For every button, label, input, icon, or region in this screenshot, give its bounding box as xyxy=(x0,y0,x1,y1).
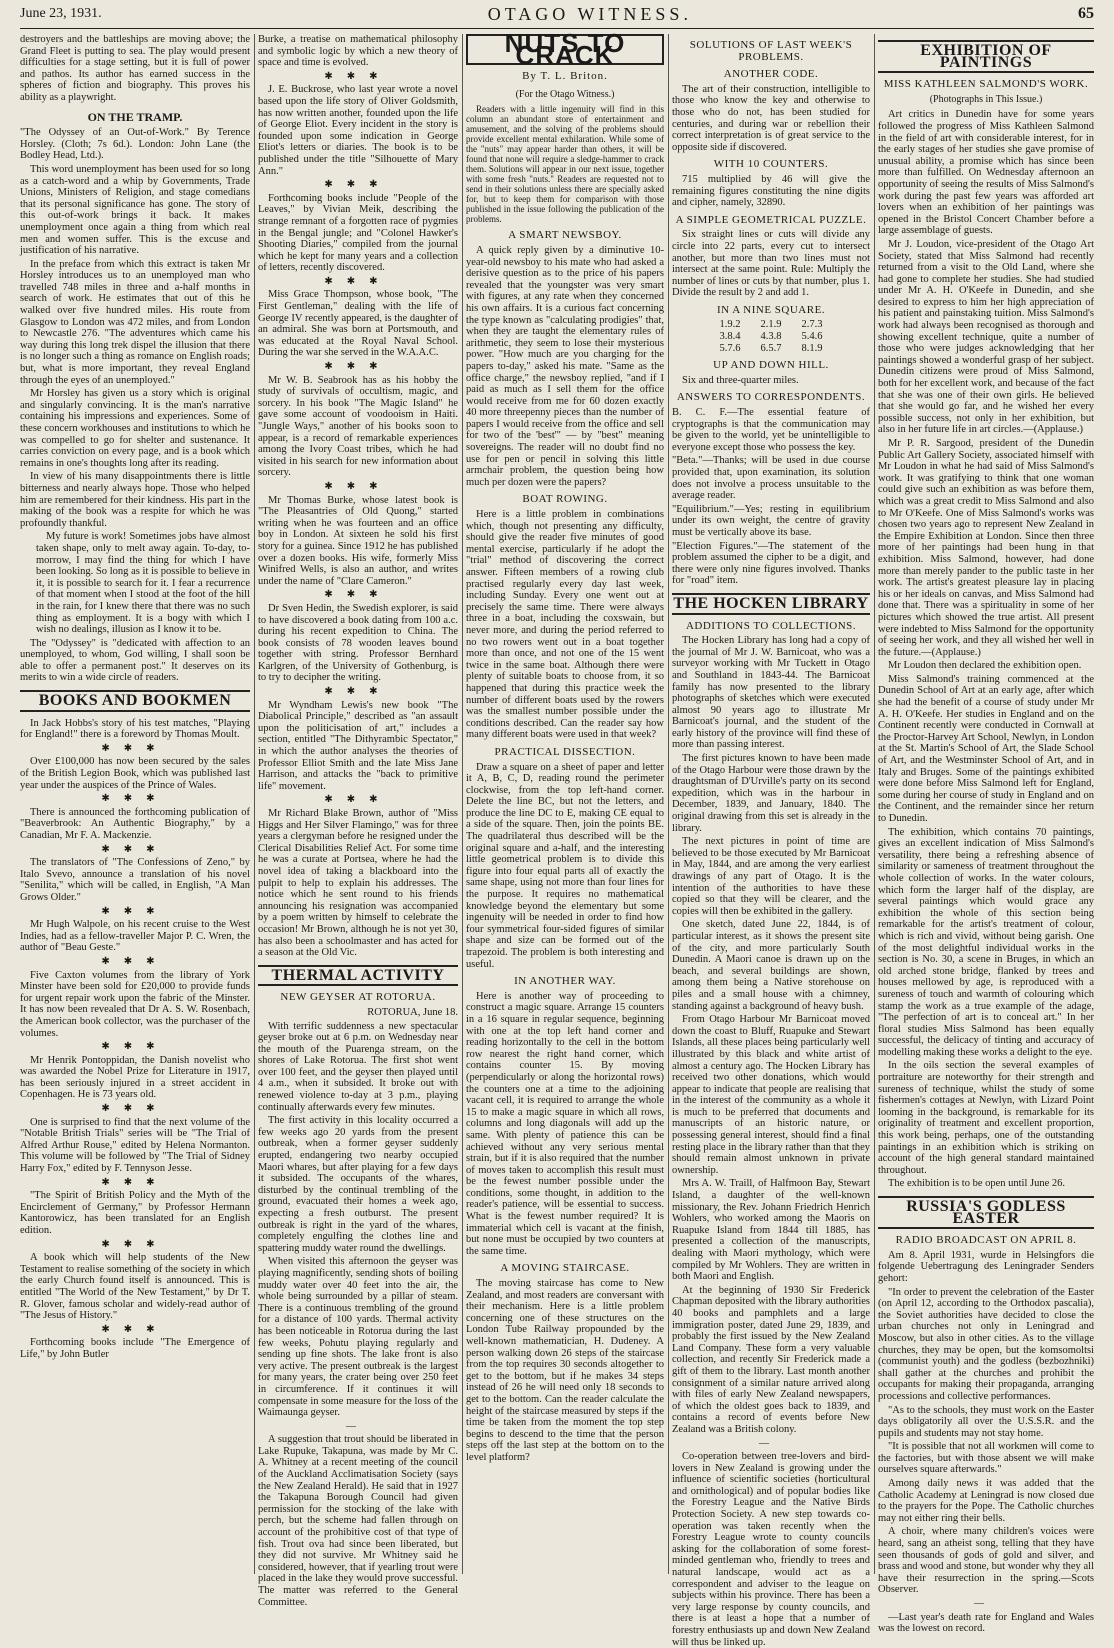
separator-stars: ✱✱✱ xyxy=(324,70,392,82)
newspaper-title: OTAGO WITNESS. xyxy=(487,3,692,24)
book-note: Mr Henrik Pontoppidan, the Danish novelist who was awarded the Nobel Prize for Literature in 1917, has been seriously injured in a street accident in Copenhagen. He is 73 years old. xyxy=(20,1054,250,1101)
column-rule xyxy=(254,34,255,1574)
article-paragraph: Mr P. R. Sargood, president of the Dunedin Public Art Gallery Society, associated himself with Mr Loudon in what he had said of Miss Salmond's work. It was gratifying to think that one woman could give such an exhibition as was before them, which was a great credit to Miss Salmond and also to Mr O'Keefe. One of Miss Salmond's works was chosen two years ago to represent New Zealand in the Empire Exhibition at London. Since then three more of her paintings had been hung in that exhibition. Miss Salmond, however, had done more than merely pander to the public taste in her work. The artist's greatest pleasure lay in placing his or her ideals on canvas, and Miss Salmond had done that. There was a spirituality in some of her pictures which showed the true artist. All present were indebted to Miss Salmond for the opportunity of seeing her work, and they all wished her well in the future.—(Applause.) xyxy=(878,438,1094,658)
article-paragraph: When visited this afternoon the geyser was playing magnificently, sending shots of boiling muddy water over 40 feet into the air, the whole being surrounded by a pillar of steam. There is a continuous trembling of the ground for a distance of 100 yards. Thermal activity has been noticeable in Rotorua during the last few weeks, Pohutu playing regularly and sending up fine shots. The lake front is also very active. The present outbreak is the largest for many years, the crater being over 250 feet in circumference. If it continues it will compensate in some measure for the loss of the Waimaunga geyser. xyxy=(258,1256,458,1419)
solution-paragraph: 715 multiplied by 46 will give the remaining figures constituting the nine digits and cipher, namely, 32890. xyxy=(672,173,870,209)
thermal-activity-heading: THERMAL ACTIVITY xyxy=(258,965,458,987)
article-paragraph: destroyers and the battleships are moving above; the Grand Fleet is putting to sea. The play would present difficulties for a stage setting, but it is full of power and pathos. Its author has earned success in the spheres of fiction and biography. This proves his ability as a playwright. xyxy=(20,34,250,103)
photos-note: (Photographs in This Issue.) xyxy=(929,93,1043,105)
article-paragraph: In the preface from which this extract is taken Mr Horsley introduces us to an unemployed man who travelled 748 miles in three and a-half months in search of work. He estimates that out of this he walked over five hundred miles. His route from Glasgow to London was 472 miles, and from London to Newcastle 276. "The adventures which came his way during this long trek dispel the illusion that there is no longer such a thing as romance on English roads; but, what is more important, they reveal England through the eyes of an unemployed." xyxy=(20,258,250,386)
answer-paragraph: "Beta."—Thanks; will be used in due course provided that, upon examination, its solution does not involve a process unsuitable to the average reader. xyxy=(672,455,870,502)
byline: By T. L. Briton. xyxy=(522,70,608,83)
book-note: Over £100,000 has now been secured by the sales of the British Legion Book, which was published last year under the auspices of the Prince of Wales. xyxy=(20,756,250,791)
puzzle-paragraph: Here is a little problem in combinations which, though not presenting any difficulty, should give the reader five minutes of good mental exercise, particularly if he adopt the "trial" method of discovering the correct answer. Fifteen members of a rowing club practised regularly every day last week, including Sunday. Every one went out at precisely the same time. There were always three in a boat, including the coxswain, but never more, and during the period referred to no two rowers went out in a boat together more than once, and not one of the 15 went twice in the same boat. Although there were plenty of suitable boats to choose from, it so happened that during this practice week the number of different boats used by the rowers was the smallest number possible under the conditions described. Can the reader say how many different boats were used in that week? xyxy=(466,509,664,741)
table-cell: 6.5.7 xyxy=(760,342,782,354)
column-rule xyxy=(668,34,669,1574)
answer-paragraph: "Equilibrium."—Yes; resting in equilibrium under its own weight, the centre of gravity must be vertically above its base. xyxy=(672,503,870,538)
geyser-subheading: NEW GEYSER AT ROTORUA. xyxy=(280,991,436,1004)
book-note: Mr W. B. Seabrook has as his hobby the study of survivals of occultism, magic, and sorcery. In his book "The Magic Island" he gave some account of voodooism in Haiti. "Jungle Ways," another of his books soon to appear, is a record of remarkable experiences among the Ivory Coast tribes, which he had visited in his search for new information about sorcery. xyxy=(258,374,458,479)
answers-heading: ANSWERS TO CORRESPONDENTS. xyxy=(676,391,866,404)
tramp-heading: ON THE TRAMP. xyxy=(87,109,183,124)
article-paragraph: The first pictures known to have been made of the Otago Harbour were those drawn by the draughtsman of D'Urville's party on its second expedition, which was in the harbour in December, 1839, and January, 1840. The original drawing from this set is already in the library. xyxy=(672,753,870,834)
column-3 xyxy=(466,28,664,1574)
solution-paragraph: Six straight lines or cuts will divide any circle into 22 parts, every cut to intersect another, but more than two lines must not intersect at the same point. Rule: Multiply the number of lines or cuts by that number, plus 1. Divide the result by 2 and add 1. xyxy=(672,229,870,299)
book-note: Burke, a treatise on mathematical philosophy and symbolic logic by which a new theory of space and time is evolved. xyxy=(258,34,458,69)
quoted-extract: My future is work! Sometimes jobs have almost taken shape, only to melt away again. To-day, to-morrow, I may find the thing for which I have been looking. So long as it is possible to believe in it, it is possible to search for it. I fear a recurrence of that moment when I stood at the foot of the hill in the rain, for I knew there that there was no such thing as employment. It is a bogy with which I wish no dealings, illusion as I know it to be. xyxy=(36,531,250,636)
table-cell: 5.7.6 xyxy=(719,342,741,354)
source-note: (For the Otago Witness.) xyxy=(515,88,615,100)
article-paragraph: Am 8. April 1931, wurde in Helsingfors die folgende Uebertragung des Leningrader Senders gehort: xyxy=(878,1249,1094,1284)
article-paragraph: At the beginning of 1930 Sir Frederick Chapman deposited with the library authorities 40 books and pamphlets and a large immigration poster, dated June 29, 1839, and probably the first issued by the New Zealand Land Company. These form a very valuable collection, and recently Sir Frederick made a gift of them to the library. Last month another consignment of a similar nature arrived along with files of early New Zealand newspapers, of which the oldest goes back to 1839, and contains a record of events before New Zealand was a British colony. xyxy=(672,1284,870,1435)
column-4 xyxy=(672,34,870,1648)
book-note: Mr Thomas Burke, whose latest book is "The Pleasantries of Old Quong," started writing when he was fourteen and an office boy in London. At sixteen he sold his first story for a guinea. Since 1912 he has published over a dozen books. His wife, formerly Miss Winifred Wells, is also an author, and writes under the name of "Clare Cameron." xyxy=(258,494,458,587)
separator-stars: ✱✱✱ xyxy=(101,905,169,917)
separator-stars: ✱✱✱ xyxy=(101,1103,169,1115)
answer-paragraph: "Election Figures."—The statement of the problem assumed the cipher to be a digit, and there were only nine figures involved. Thanks for "road" item. xyxy=(672,540,870,587)
book-note: A book which will help students of the New Testament to realise something of the society in which the early Church found itself is announced. This is entitled "The World of the New Testament," by Dr T. R. Glover, famous scholar and widely-read author of "The Jesus of History." xyxy=(20,1252,250,1322)
newsboy-heading: A SMART NEWSBOY. xyxy=(508,229,622,242)
hocken-library-heading: THE HOCKEN LIBRARY xyxy=(672,593,870,615)
table-cell: 1.9.2 xyxy=(719,319,741,331)
separator-stars: ✱✱✱ xyxy=(101,1323,169,1335)
nuts-to-crack-title: NUTS TO CRACK xyxy=(466,34,664,65)
issue-date: June 23, 1931. xyxy=(20,6,102,21)
book-note: Mr Hugh Walpole, on his recent cruise to the West Indies, had as a fellow-traveller Major P. C. Wren, the author of "Beau Geste." xyxy=(20,919,250,954)
table-row xyxy=(710,331,833,343)
article-paragraph: —Last year's death rate for England and Wales was the lowest on record. xyxy=(878,1611,1094,1635)
answer-paragraph: B. C. F.—The essential feature of cryptographs is that the communication may be given to the world, yet be unintelligible to everyone except those who possess the key. xyxy=(672,407,870,453)
article-paragraph: Art critics in Dunedin have for some years followed the progress of Miss Kathleen Salmond in the field of art with considerable interest, for in the early stages of her studies she gave promise of unusual ability, a promise which has since been more than fulfilled. On Wednesday afternoon an opportunity of seeing the results of Miss Salmond's work during the past few years was afforded art lovers when an exhibition of her paintings was opened in the Bristol Concert Chamber before a large assemblage of guests. xyxy=(878,109,1094,237)
separator-stars: ✱✱✱ xyxy=(101,843,169,855)
exhibition-heading: EXHIBITION OF PAINTINGS xyxy=(878,40,1094,73)
nine-square-table xyxy=(710,319,833,354)
book-note: Miss Grace Thompson, whose book, "The First Gentleman," dealing with the life of George IV recently appeared, is the daughter of an admiral. She was born at Portsmouth, and was educated at the Royal Naval School. During the war she served in the W.A.A.C. xyxy=(258,289,458,359)
article-paragraph: In view of his many disappointments there is little bitterness and nearly always hope. Those who helped him are remembered for their kindness. His part in the making of the book was a respite for which he was profoundly thankful. xyxy=(20,471,250,529)
up-down-hill-heading: UP AND DOWN HILL. xyxy=(713,359,829,372)
article-paragraph: Mr J. Loudon, vice-president of the Otago Art Society, stated that Miss Salmond had recently returned from a visit to the Old Land, where she had gone to complete her studies. She had studied under Mr A. H. O'Keefe in Dunedin, and she desired to express to him her high appreciation of his patient and painstaking tuition. Miss Salmond's work had always been recognised as thorough and showing excellent technique, quite a number of those who were judges acknowledging that her paintings showed a wonderful grasp of her subject. Dunedin citizens were proud of Miss Salmond, both for her excellent work, and because of the fact that she was one of their own girls. He believed that she would go far, and he wished her every possible success, not only in her exhibition, but also in her future life in art circles.—(Applause.) xyxy=(878,238,1094,436)
book-note: Dr Sven Hedin, the Swedish explorer, is said to have discovered a book dating from 100 a.c. during his recent expedition to China. The book consists of 78 wooden leaves bound together with string. Professor Bernhard Karlgren, of the University of Gothenburg, is to try to decipher the writing. xyxy=(258,602,458,684)
article-paragraph: The exhibition, which contains 70 paintings, gives an excellent indication of Miss Salmond's versatility, there being a refreshing absence of similarity or sameness of treatment throughout the whole collection of works. In the water colours, which form the larger half of the display, are several paintings which would grace any exhibition the whole of this section being remarkable for the artist's treatment of colour, which is rich and vivid, without being garish. One of the most delightful individual works in the section is No. 30, a scene in Bruges, in which an old arched stone bridge, flanked by trees and houses mellowed by age, is reproduced with a sureness of touch and warmth of colouring which stamp the work as a true example of the adage, "The perfection of art is to conceal art." In her floral studies Miss Salmond has been equally successful, the delicacy of tinting and accuracy of modelling making these works a delight to the eye. xyxy=(878,826,1094,1058)
article-paragraph: A choir, where many children's voices were heard, sang an atheist song, telling that they have seen thousands of gods of gold and silver, and brass and wood and stone, but wonder why they all have their resurrection in the spring.—Scots Observer. xyxy=(878,1526,1094,1596)
article-paragraph: "It is possible that not all workmen will come to the factories, but with those absent we will make ourselves square afterwards." xyxy=(878,1441,1094,1476)
article-paragraph: From Otago Harbour Mr Barnicoat moved down the coast to Bluff, Ruapuke and Stewart Islands, all these places being particularly well illustrated by this black and white artist of almost a century ago. The Hocken Library has received two other donations, which would appear to indicate that people are realising that in the interest of the community as a whole it is much to be preferred that documents and manuscripts of an historic nature, or possessing general interest, should find a final resting place in the library rather than that they should remain almost unknown in private ownership. xyxy=(672,1014,870,1176)
column-1 xyxy=(20,34,250,1574)
dissection-heading: PRACTICAL DISSECTION. xyxy=(494,745,636,758)
article-paragraph: The Hocken Library has long had a copy of the journal of Mr J. W. Barnicoat, who was a surveyor working with Mr Tuckett in Otago and Southland in 1843-44. The Barnicoat family has now presented to the library photographs of sketches which were executed almost 90 years ago to illustrate Mr Barnicoat's journal, and the student of the early history of the province will find these of more than passing interest. xyxy=(672,635,870,751)
article-paragraph: Mrs A. W. Traill, of Halfmoon Bay, Stewart Island, a daughter of the well-known missionary, the Rev. Johann Friedrich Henrich Wohlers, who worked among the Maoris on Ruapuke Island from 1844 till 1885, has presented a collection of the manuscripts, dealing with Maori mythology, which were compiled by Mr Wohlers. They are written in both Maori and English. xyxy=(672,1178,870,1283)
solution-paragraph: The art of their construction, intelligible to those who know the key and otherwise to those who do not, has been studied for centuries, and during war or rebellion their correct interpretation is of great service to the opposite side if discovered. xyxy=(672,83,870,153)
solution-paragraph: Six and three-quarter miles. xyxy=(682,374,799,386)
counters-heading: WITH 10 COUNTERS. xyxy=(713,158,829,171)
separator-stars: ✱✱✱ xyxy=(324,480,392,492)
puzzle-paragraph: Here is another way of proceeding to construct a magic square. Arrange 15 counters in a 16 square in regular sequence, beginning with one at the top left hand corner and reading horizontally to the cell in the bottom row nearest the right hand corner, which contains counter 15. By moving (perpendicularly or along the horizontal rows) the counters one at a time to the adjoining vacant cell, it is required to arrange the whole 15 to make a magic square in which all rows, columns and long diagonals will add up the same. With plenty of patience this can be achieved without any very serious mental strain, but if it is also required that the number of moves taken to accomplish this result must be the fewest number possible under the conditions, some thought, in addition to the reader's patience, will be essential to success. What is the fewest number required? It is immaterial which cell is vacant at the finish, but none must be occupied by two counters at the same time. xyxy=(466,990,664,1257)
book-note: Forthcoming books include "The Emergence of Life," by John Butler xyxy=(20,1337,250,1360)
table-cell: 8.1.9 xyxy=(801,342,823,354)
article-paragraph: Co-operation between tree-lovers and bird-lovers in New Zealand is growing under the influence of scientific societies (horticultural and ornithological) and of popular bodies like the Forestry League and the Native Birds Protection Society. A new step towards co-operation was taken recently when the Forestry League wrote to county councils asking for the collaboration of some forest-minded gentleman who, friendly to trees and natural landscape, would act as a correspondent and adviser to the league on subjects within his province. There has been a very large response by county councils, and there is at least a hope that a number of forestry enthusiasts up and down New Zealand will thus be linked up. xyxy=(672,1451,870,1648)
table-cell: 2.7.3 xyxy=(801,319,823,331)
column-5 xyxy=(878,34,1094,1635)
dateline: ROTORUA, June 18. xyxy=(367,1006,458,1018)
separator-rule: — xyxy=(759,1437,783,1449)
column-rule xyxy=(462,34,463,1574)
article-paragraph: One sketch, dated June 22, 1844, is of particular interest, as it shows the present site of the city, and more particularly South Dunedin. A Maori canoe is drawn up on the beach, and several buildings are shown, among them being a Native storehouse on piles and a small house with a chimney, standing against a background of heavy bush. xyxy=(672,919,870,1012)
article-paragraph: Miss Salmond's training commenced at the Dunedin School of Art at an early age, after which she had the benefit of a course of study under Mr A. H. O'Keefe. Her studies in England and on the Continent recently were conducted in Cornwall at the Proctor-Harvey Art School, Newlyn, in London at the St. Martin's School of Art, the Slade School of Art, and the Westminster School of Art, and in Italy and Bruges. Some of the paintings exhibited were done before Miss Salmond left for England, some during her course of study in England and on the Continent, and the remainder since her return to Dunedin. xyxy=(878,673,1094,824)
table-cell: 4.3.8 xyxy=(760,331,782,343)
separator-stars: ✱✱✱ xyxy=(324,179,392,191)
puzzle-paragraph: Draw a square on a sheet of paper and letter it A, B, C, D, reading round the perimeter clockwise, from the top left-hand corner. Delete the line BC, but not the letters, and produce the line DC to E, making CE equal to a side of the square. Then, join the points BE. The quadrilateral thus described will be the original square and a-half, and the interesting little geometrical problem is to divide this figure into four equal parts all of exactly the same shape, using not more than four lines for the purpose. It requires no mathematical knowledge beyond the elementary but some ingenuity will be needed in order to find how four symmetrical four-sided figures of similar shape and size can be formed out of the trapezoid. The problem is both interesting and useful. xyxy=(466,761,664,970)
separator-stars: ✱✱✱ xyxy=(101,955,169,967)
page-number: 65 xyxy=(1077,5,1094,22)
table-cell: 3.8.4 xyxy=(719,331,741,343)
table-cell: 2.1.9 xyxy=(760,319,782,331)
separator-stars: ✱✱✱ xyxy=(324,275,392,287)
masthead xyxy=(20,0,1094,29)
article-paragraph: "As to the schools, they must work on the Easter days obligatorily all over the U.S.S.R. and the pupils and students may not stay home. xyxy=(878,1404,1094,1439)
separator-stars: ✱✱✱ xyxy=(101,742,169,754)
book-note: In Jack Hobbs's story of his test matches, "Playing for England!" there is a foreword by Thomas Moult. xyxy=(20,717,250,741)
puzzle-heading: A SIMPLE GEOMETRICAL PUZZLE. xyxy=(675,213,867,226)
separator-stars: ✱✱✱ xyxy=(324,686,392,698)
table-row xyxy=(710,319,833,331)
radio-heading: RADIO BROADCAST ON APRIL 8. xyxy=(895,1234,1077,1247)
table-cell: 5.4.6 xyxy=(801,331,823,343)
book-note: J. E. Buckrose, who last year wrote a novel based upon the life story of Oliver Goldsmith, has now written another, founded upon the life of George Eliot. Every incident in the story is founded upon some indication in George Eliot's letters or diaries. The book is to be published under the title "Silhouette of Mary Ann." xyxy=(258,84,458,177)
separator-rule: — xyxy=(974,1598,998,1609)
staircase-heading: A MOVING STAIRCASE. xyxy=(500,1262,630,1275)
puzzle-paragraph: A quick reply given by a diminutive 10-year-old newsboy to his mate who had asked a derisive question as to the price of his papers revealed that the youngster was very smart with figures, at any rate when they concerned his own affairs. It is a curious fact concerning the type known as "calculating prodigies" that, when they are taught the elementary rules of arithmetic, they seem to lose their mysterious power. "How much are you charging for the papers to-day," asked his mate. "Same as the office charge," the newsboy replied, "and if I paid as much as I sell them for the office would receive from me for 60 dozen exactly 40 more threepenny pieces than the number of papers I would receive from the office and sell for two of the 'best'" — by "best" meaning sovereigns. The reader will no doubt find no use for pen or pencil in solving this little armchair problem, the question being how much per dozen were the papers? xyxy=(466,244,664,488)
book-note: Mr Wyndham Lewis's new book "The Diabolical Principle," described as "an assault upon the politicisation of art," includes a section, entitled "The Dithyrambic Spectator," in which the author analyses the theories of Professor Elliot Smith and the late Miss Jane Harrison, and attacks the "back to primitive life" movement. xyxy=(258,699,458,792)
separator-stars: ✱✱✱ xyxy=(101,793,169,805)
code-heading: ANOTHER CODE. xyxy=(723,68,819,81)
article-paragraph: "In order to prevent the celebration of the Easter (on April 12, according to the Orthodox pascalia), the Soviet authorities have decided to close the urban churches not only in Leningrad and Moscow, but also in other cities. As to the village churches, they may be open, but the komsomoltsi (communist youth) and the godless (bezbozhniki) shall gather at the churches and prohibit the occupants for making their propaganda, arranging processions and collective performances. xyxy=(878,1286,1094,1402)
rowing-heading: BOAT ROWING. xyxy=(522,493,608,506)
book-note: "The Spirit of British Policy and the Myth of the Encirclement of Germany," by Professor Hermann Kantorowicz, has been translated for an English edition. xyxy=(20,1190,250,1236)
book-note: Forthcoming books include "People of the Leaves," by Vivian Meik, describing the strange remnant of a forgotten race of pygmies in the Bengal jungle; and "Colonel Hawker's Shooting Diaries," compiled from the journal which he kept for many years and a collection of letters, recently discovered. xyxy=(258,192,458,274)
separator-stars: ✱✱✱ xyxy=(324,589,392,601)
separator-stars: ✱✱✱ xyxy=(101,1238,169,1250)
article-paragraph: Among daily news it was added that the Catholic Academy at Leningrad is now closed due to the prayers for the Pope. The Catholic churches may not either ring their bells. xyxy=(878,1478,1094,1524)
article-paragraph: This word unemployment has been used for so long as a catch-word and a whip by Governments, Trade Unions, Ministers of Religion, and stage comedians that its personal significance has gone. The story of this out-of-work brings it back. It makes unemployment once again a thing from which real men and women suffer. This is the excuse and justification of his narrative. xyxy=(20,163,250,257)
article-paragraph: With terrific suddenness a new spectacular geyser broke out at 6 p.m. on Wednesday near the mouth of the Puarenga stream, on the shores of Lake Rotorua. The first shot went over 100 feet, and the geyser then played until 4 a.m., when it subsided. It broke out with renewed violence to-day at 3 p.m., playing continually afterwards every few minutes. xyxy=(258,1020,458,1113)
book-citation: "The Odyssey of an Out-of-Work." By Terence Horsley. (Cloth; 7s 6d.). London: John Lane (the Bodley Head, Ltd.). xyxy=(20,127,250,162)
nine-square-heading: IN A NINE SQUARE. xyxy=(716,303,826,316)
another-way-heading: IN ANOTHER WAY. xyxy=(514,975,616,988)
separator-stars: ✱✱✱ xyxy=(324,361,392,373)
intro-note: Readers with a little ingenuity will find in this column an abundant store of entertainment and amusement, and the solving of the problems should provide excellent mental exhilaration. While some of the "nuts" may appear harder than others, it will be found that none will require a sledge-hammer to crack them. Solutions will appear in our next issue, together with some fresh "nuts." Readers are requested not to send in their solutions unless there are specially asked for, but to keep them for comparison with those published in the issue following the publication of the problems. xyxy=(466,104,664,225)
article-paragraph: A suggestion that trout should be liberated in Lake Rupuke, Takapuna, was made by Mr C. A. Whitney at a recent meeting of the council of the Auckland Acclimatisation Society (says the New Zealand Herald). He said that in 1927 the Takapuna Borough Council had given permission for the stocking of the lake with perch, but the scheme had fallen through on account of the prohibitive cost of that type of fish. Trout ova had since been liberated, but they did not survive. Mr Whitney said he considered, however, that if yearling trout were placed in the lake they would prove successful. The matter was referred to the General Committee. xyxy=(258,1434,458,1608)
article-paragraph: The first activity in this locality occurred a few weeks ago 20 yards from the present outbreak, when a former geyser suddenly erupted, endangering two nearby occupied Maori whares, but after playing for a few days it subsided. The occupants of the whares, disturbed by the continual trembling of the ground, evacuated their homes a week ago, expecting a fresh outburst. The present outbreak is right in the yard of the whares, completely engulfing the clothes line and spattering muddy water round the dwellings. xyxy=(258,1115,458,1254)
column-2 xyxy=(258,34,458,1608)
column-rule xyxy=(874,34,875,1574)
separator-rule: — xyxy=(346,1420,370,1432)
russia-heading: RUSSIA'S GODLESS EASTER xyxy=(878,1196,1094,1229)
table-row xyxy=(710,343,833,355)
salmond-heading: MISS KATHLEEN SALMOND'S WORK. xyxy=(883,78,1089,91)
article-paragraph: The exhibition is to be open until June 26. xyxy=(888,1178,1066,1190)
book-note: The translators of "The Confessions of Zeno," by Italo Svevo, announce a translation of his novel "Senilita," which will be called, in English, "A Man Grows Older." xyxy=(20,857,250,903)
separator-stars: ✱✱✱ xyxy=(324,794,392,806)
article-paragraph: In the oils section the several examples of portraiture are noteworthy for their strength and sureness of technique, whilst the study of some fishermen's cottages at Newlyn, with Lizard Point looming in the background, is remarkable for its originality of treatment and excellent proportion, this work being, perhaps, one of the outstanding paintings in an exhibition which is striking on account of the high general standard maintained throughout. xyxy=(878,1060,1094,1176)
book-note: Five Caxton volumes from the library of York Minster have been sold for £20,000 to provide funds for urgent repair work upon the fabric of the Minster. It has now been revealed that Dr A. S. W. Rosenbach, the American book collector, was the purchaser of the volumes. xyxy=(20,969,250,1039)
separator-stars: ✱✱✱ xyxy=(101,1176,169,1188)
article-paragraph: The next pictures in point of time are believed to be those executed by Mr Barnicoat in May, 1844, and are among the very earliest drawings of any part of Otago. It is the intention of the authorities to have these copied so that they will be clearer, and the copies will then be exhibited in the gallery. xyxy=(672,836,870,917)
book-note: Mr Richard Blake Brown, author of "Miss Higgs and Her Silver Flamingo," was for three years a clergyman before he resigned under the Clerical Disabilities Relief Act. For some time he was a curate at Portsea, where he had the novel idea of taking a blackboard into the pulpit to help to explain his addresses. The notice which he sent round to his friends announcing his resignation was accompanied by a poem written by himself to celebrate the occasion! Mr Brown, although he is not yet 30, has also been a schoolmaster and has acted for a season at the Old Vic. xyxy=(258,808,458,959)
additions-heading: ADDITIONS TO COLLECTIONS. xyxy=(685,619,857,632)
article-paragraph: The "Odyssey" is "dedicated with affection to an unemployed, to whom, God willing, I shall soon be able to offer a permanent post." It deserves on its merits to win a wide circle of readers. xyxy=(20,637,250,684)
solutions-heading: SOLUTIONS OF LAST WEEK'S PROBLEMS. xyxy=(689,39,853,63)
book-note: There is announced the forthcoming publication of "Beaverbrook: An Authentic Biography," by a Canadian, Mr F. A. Mackenzie. xyxy=(20,806,250,841)
article-paragraph: Mr Horsley has given us a story which is original and singularly convincing. It is the man's narrative containing his impressions and experiences. Some of these concern workhouses and institutions to which he was compelled to go for shelter and sustenance. It carries conviction on every page, and is a book which remains in one's thoughts long after its reading. xyxy=(20,388,250,469)
book-note: One is surprised to find that the next volume of the "Notable British Trials" series will be "The Trial of Alfred Arthur Rouse," edited by Helena Normanton. This volume will be followed by "The Trial of Sidney Harry Fox," edited by F. Tennyson Jesse. xyxy=(20,1116,250,1175)
books-and-bookmen-heading: BOOKS AND BOOKMEN xyxy=(20,690,250,712)
puzzle-paragraph: The moving staircase has come to New Zealand, and most readers are conversant with their mechanism. Here is a little problem concerning one of these structures on the London Tube Railway propounded by the well-known mathematician, H. Dudeney. A person walking down 26 steps of the staircase from the top requires 30 seconds altogether to get to the bottom, but if he makes 34 steps instead of 26 he will need only 18 seconds to get to the bottom. Can the reader calculate the height of the staircase measured by steps if the time be taken from the moment the top step begins to descend to the time that the person steps off the last step at the bottom on to the level platform? xyxy=(466,1278,664,1463)
article-paragraph: Mr Loudon then declared the exhibition open. xyxy=(888,660,1082,672)
separator-stars: ✱✱✱ xyxy=(101,1041,169,1053)
